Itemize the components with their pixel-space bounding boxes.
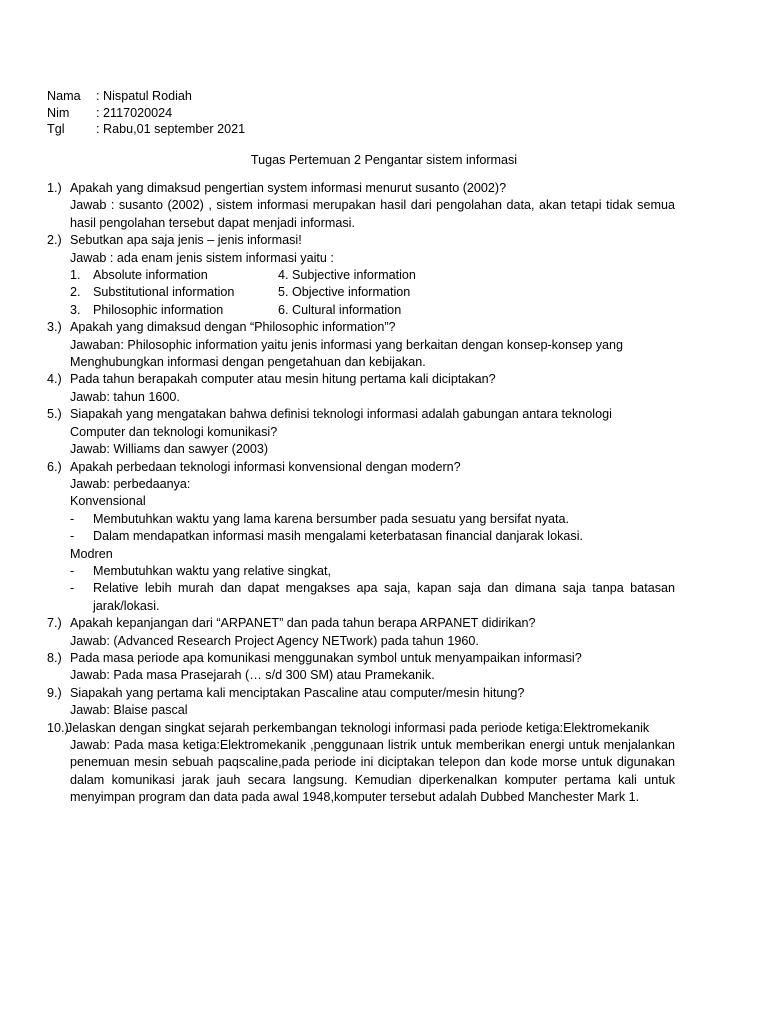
list-text-2: 4. Subjective information xyxy=(278,268,416,283)
questions-body xyxy=(47,180,675,807)
q7-number: 7.) xyxy=(47,616,62,631)
q4-answer: Jawab: tahun 1600. xyxy=(70,389,180,404)
list-number: 1. xyxy=(70,268,81,283)
q6-question-text: Apakah perbedaan teknologi informasi konvensional dengan modern? xyxy=(70,459,461,474)
date-label: Tgl xyxy=(47,122,65,136)
list-item xyxy=(47,302,675,319)
q2-number: 2.) xyxy=(47,233,62,248)
q5-question xyxy=(47,406,675,423)
nim-label: Nim xyxy=(47,105,70,120)
list-item xyxy=(47,580,675,615)
q8-question xyxy=(47,650,675,667)
q10-answer: Jawab: Pada masa ketiga:Elektromekanik ,penggunaan listrik untuk memberikan energi untuk menjalankan penemuan mesin sebuah paqscaline,pada periode ini diciptakan telepon dan kode morse untuk digunakan dalam komunikasi jarak jauh secara langsung. Kemudian diperkenalkan komputer pertama kali untuk menyimpan program dan data pada awal 1948,komputer tersebut adalah Dubbed Manchester Mark 1. xyxy=(70,738,675,805)
q5-number: 5.) xyxy=(47,407,62,422)
q7-question xyxy=(47,615,675,632)
q1-question-text: Apakah yang dimaksud pengertian system informasi menurut susanto (2002)? xyxy=(70,181,507,195)
q1-answer: Jawab : susanto (2002) , sistem informasi merupakan hasil dari pengolahan data, akan tetapi tidak semua hasil pengolahan tersebut dapat menjadi informasi. xyxy=(70,198,675,230)
list-text: Dalam mendapatkan informasi masih mengalami keterbatasan financial danjarak lokasi. xyxy=(93,529,584,544)
q6-question xyxy=(47,459,675,476)
q9-question xyxy=(47,685,675,702)
q8-question-text: Pada masa periode apa komunikasi menggunakan symbol untuk menyampaikan informasi? xyxy=(70,650,582,665)
date-value: : Rabu,01 september 2021 xyxy=(96,122,246,136)
q5-question-line-2: Computer dan teknologi komunikasi? xyxy=(70,424,278,439)
list-item xyxy=(47,284,675,301)
q6-number: 6.) xyxy=(47,459,62,474)
konvensional-label: Konvensional xyxy=(70,494,146,509)
q4-question-text: Pada tahun berapakah computer atau mesin hitung pertama kali diciptakan? xyxy=(70,372,496,387)
q2-answer: Jawab : ada enam jenis sistem informasi yaitu : xyxy=(70,250,334,265)
list-number: 2. xyxy=(70,285,81,300)
list-text-2: 6. Cultural information xyxy=(278,302,402,317)
list-number: 3. xyxy=(70,302,81,317)
q3-answer-line-1: Jawaban: Philosophic information yaitu jenis informasi yang berkaitan dengan konsep-konsep yang xyxy=(70,337,624,352)
q3-question xyxy=(47,319,675,336)
document-title: Tugas Pertemuan 2 Pengantar sistem informasi xyxy=(250,153,518,167)
list-text: Absolute information xyxy=(93,268,208,283)
list-text-2: 5. Objective information xyxy=(278,285,411,300)
list-item xyxy=(47,528,675,545)
list-item xyxy=(47,563,675,580)
name-label: Nama xyxy=(47,89,81,103)
dash-marker: - xyxy=(70,511,75,526)
dash-marker: - xyxy=(70,529,75,544)
q8-number: 8.) xyxy=(47,650,62,665)
q1-question xyxy=(47,180,675,197)
list-text: Membutuhkan waktu yang lama karena bersumber pada sesuatu yang bersifat nyata. xyxy=(93,511,570,526)
q4-number: 4.) xyxy=(47,372,62,387)
q6-answer: Jawab: perbedaanya: xyxy=(70,476,191,491)
q9-number: 9.) xyxy=(47,685,62,700)
q5-answer: Jawab: Williams dan sawyer (2003) xyxy=(70,442,269,457)
dash-marker: - xyxy=(70,563,75,578)
q7-question-text: Apakah kepanjangan dari “ARPANET” dan pada tahun berapa ARPANET didirikan? xyxy=(70,616,536,631)
q9-question-text: Siapakah yang pertama kali menciptakan Pascaline atau computer/mesin hitung? xyxy=(70,685,525,700)
q4-question xyxy=(47,371,675,388)
q10-question xyxy=(47,720,675,737)
q7-answer: Jawab: (Advanced Research Project Agency NETwork) pada tahun 1960. xyxy=(70,633,479,648)
nim-row xyxy=(47,105,245,122)
list-item xyxy=(47,267,675,284)
name-row xyxy=(47,88,245,105)
q9-answer: Jawab: Blaise pascal xyxy=(70,703,188,718)
list-text: Philosophic information xyxy=(93,302,224,317)
modern-label: Modren xyxy=(70,546,113,561)
q2-question-text: Sebutkan apa saja jenis – jenis informasi! xyxy=(70,233,302,248)
nim-value: : 2117020024 xyxy=(96,105,173,120)
dash-marker: - xyxy=(70,581,75,596)
q3-number: 3.) xyxy=(47,320,62,335)
q2-question xyxy=(47,232,675,249)
q3-question-text: Apakah yang dimaksud dengan “Philosophic information”? xyxy=(70,320,396,335)
q5-question-text: Siapakah yang mengatakan bahwa definisi teknologi informasi adalah gabungan antara teknologi xyxy=(70,407,612,422)
list-text: Membutuhkan waktu yang relative singkat, xyxy=(93,563,332,578)
q10-question-text: Jelaskan dengan singkat sejarah perkembangan teknologi informasi pada periode ketiga:Elektromekanik xyxy=(66,720,650,735)
list-item xyxy=(47,511,675,528)
name-value: : Nispatul Rodiah xyxy=(96,89,192,103)
q1-number: 1.) xyxy=(47,181,62,195)
list-text: Relative lebih murah dan dapat mengakses apa saja, kapan saja dan dimana saja tanpa batasan jarak/lokasi. xyxy=(93,581,675,613)
q8-answer: Jawab: Pada masa Prasejarah (… s/d 300 SM) atau Pramekanik. xyxy=(70,668,435,683)
q3-answer-line-2: Menghubungkan informasi dengan pengetahuan dan kebijakan. xyxy=(70,355,426,370)
student-info xyxy=(47,88,245,138)
q10-number: 10.) xyxy=(47,720,69,735)
list-text: Substitutional information xyxy=(93,285,235,300)
date-row xyxy=(47,121,245,138)
